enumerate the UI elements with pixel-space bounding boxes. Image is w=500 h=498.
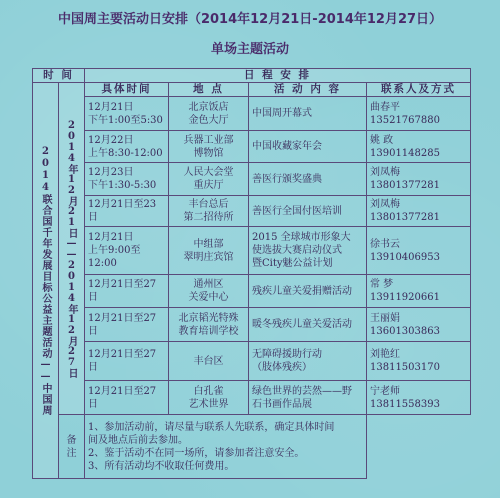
cell-content: 2015 全球城市形象大 使选拔大赛启动仪式 暨City魅公益计划 — [249, 227, 367, 275]
header-contact: 联系人及方式 — [367, 83, 471, 97]
cell-location: 北京饭店 金色大厅 — [169, 97, 249, 131]
cell-content: 绿色世界的芸然——野 石书画作品展 — [249, 381, 367, 415]
cell-location: 中组部 翠明庄宾馆 — [169, 227, 249, 275]
cell-contact: 常 梦 13911920661 — [367, 275, 471, 308]
cell-time: 12月21日至23日 — [85, 196, 169, 227]
cell-contact: 曲春平 13521767880 — [367, 97, 471, 131]
page-title: 中国周主要活动日安排（2014年12月21日-2014年12月27日） — [57, 12, 443, 27]
cell-location: 通州区 关爱中心 — [169, 275, 249, 308]
cell-time: 12月21日至27日 — [85, 381, 169, 415]
table-row — [33, 342, 471, 381]
table-row — [33, 227, 471, 275]
header-content: 活 动 内 容 — [249, 83, 367, 97]
cell-time: 12月21日 下午1:00至5:30 — [85, 97, 169, 131]
cell-location: 丰台总后 第二招待所 — [169, 196, 249, 227]
schedule-table — [32, 68, 471, 479]
header-time: 时 间 — [33, 69, 85, 83]
cell-time: 12月21日至27日 — [85, 342, 169, 381]
table-row — [33, 275, 471, 308]
cell-contact: 王丽娟 13601303863 — [367, 308, 471, 342]
cell-time: 12月21日 上午9:00至12:00 — [85, 227, 169, 275]
header-specific-time: 具体时间 — [85, 83, 169, 97]
page-subtitle: 单场主题活动 — [210, 42, 289, 57]
cell-location: 北京韬光特殊 教育培训学校 — [169, 308, 249, 342]
cell-location: 人民大会堂 重庆厅 — [169, 163, 249, 196]
table-row — [33, 381, 471, 415]
cell-content: 中国周开幕式 — [249, 97, 367, 131]
activity-name-vertical: 2014联合国千年发展目标公益主题活动——中国周 — [33, 83, 59, 479]
table-row — [33, 196, 471, 227]
table-row — [33, 308, 471, 342]
notes-row — [33, 415, 471, 479]
notes-content: 1、参加活动前，请尽量与联系人先联系，确定具体时间 间及地点后前去参加。 2、鉴于活动不在同一场所，请参加者注意安全。 3、所有活动均不收取任何费用。 — [85, 415, 367, 479]
cell-content: 残疾儿童关爱捐赠活动 — [249, 275, 367, 308]
cell-content: 无障碍援助行动 （肢体残疾） — [249, 342, 367, 381]
table-row — [33, 163, 471, 196]
cell-content: 善医行颁奖盛典 — [249, 163, 367, 196]
cell-contact: 姚 政 13901148285 — [367, 131, 471, 163]
cell-content: 中国收藏家年会 — [249, 131, 367, 163]
date-range-vertical: 2014年12月21日——2014年12月27日 — [59, 83, 85, 415]
cell-contact: 宁老师 13811558393 — [367, 381, 471, 415]
cell-contact: 刘艳红 13811503170 — [367, 342, 471, 381]
table-row — [33, 131, 471, 163]
cell-time: 12月23日 下午1:30-5:30 — [85, 163, 169, 196]
cell-location: 丰台区 — [169, 342, 249, 381]
cell-location: 兵器工业部 博物馆 — [169, 131, 249, 163]
cell-content: 善医行全国付医培训 — [249, 196, 367, 227]
cell-content: 暖冬残疾儿童关爱活动 — [249, 308, 367, 342]
cell-location: 白孔雀 艺术世界 — [169, 381, 249, 415]
table-row — [33, 97, 471, 131]
cell-time: 12月22日 上午8:30-12:00 — [85, 131, 169, 163]
cell-contact: 刘凤梅 13801377281 — [367, 196, 471, 227]
cell-time: 12月21日至27日 — [85, 275, 169, 308]
cell-contact: 徐书云 13910406953 — [367, 227, 471, 275]
header-location: 地 点 — [169, 83, 249, 97]
header-schedule: 日 程 安 排 — [85, 69, 471, 83]
cell-time: 12月21日至27日 — [85, 308, 169, 342]
notes-label: 备 注 — [59, 415, 85, 479]
cell-contact: 刘凤梅 13801377281 — [367, 163, 471, 196]
